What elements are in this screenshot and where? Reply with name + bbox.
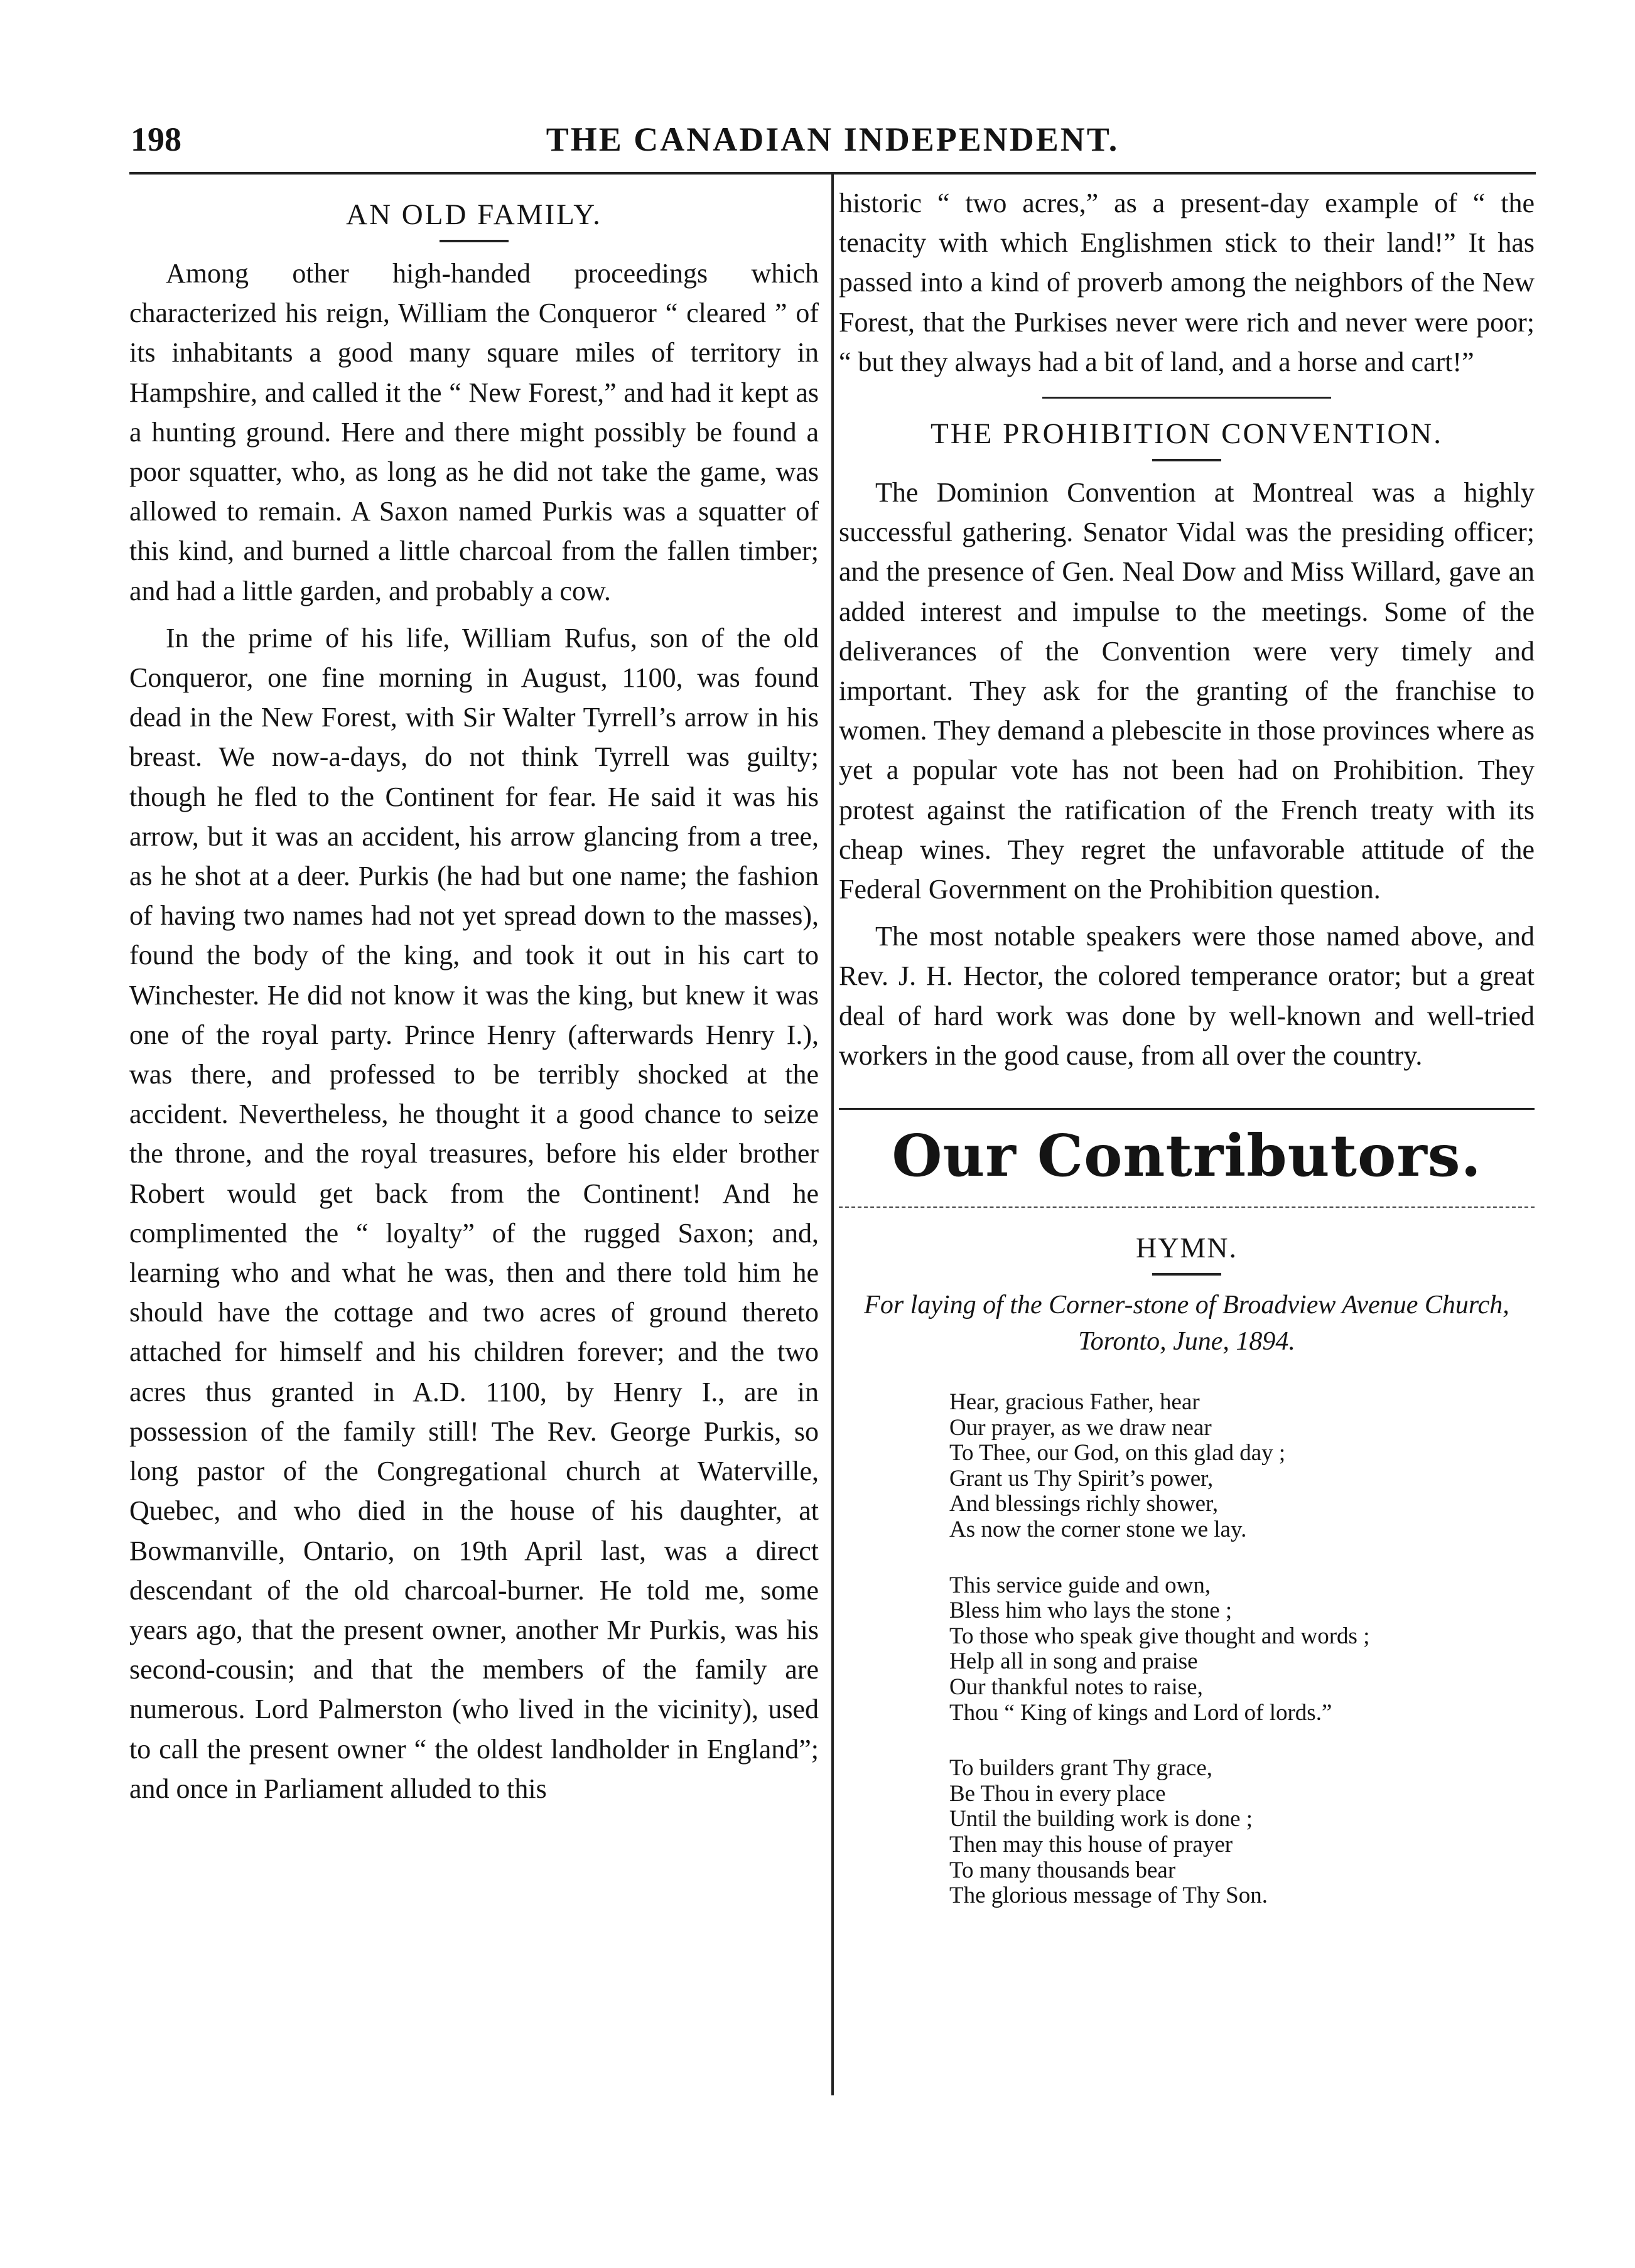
journal-title: THE CANADIAN INDEPENDENT.	[546, 121, 1120, 158]
verse-line: To Thee, our God, on this glad day ;	[949, 1440, 1286, 1466]
verse-line: This service guide and own,	[949, 1572, 1211, 1598]
right-column	[839, 183, 1535, 1909]
hymn-stanza	[949, 1756, 1535, 1909]
section-rule-top	[839, 1108, 1535, 1110]
left-column	[129, 183, 819, 1808]
verse-line: Our prayer, as we draw near	[949, 1414, 1212, 1441]
verse-line: The glorious message of Thy Son.	[949, 1883, 1268, 1909]
article-heading-prohibition: THE PROHIBITION CONVENTION.	[931, 417, 1443, 451]
hymn-subtitle: For laying of the Corner-stone of Broadview Avenue Church,	[864, 1291, 1509, 1320]
verse-line: Bless him who lays the stone ;	[949, 1598, 1233, 1624]
paragraph: The most notable speakers were those named above, and Rev. J. H. Hector, the colored temperance orator; but a great deal of hard work was done by well-known and well-tried workers in the good cause, from all over the country.	[839, 921, 1535, 1071]
verse-line: To those who speak give thought and words ;	[949, 1623, 1370, 1649]
column-divider	[831, 175, 834, 2095]
paragraph: In the prime of his life, William Rufus, son of the old Conqueror, one fine morning in August, 1100, was found dead in the New Forest, with Sir Walter Tyrrell’s arrow in his breast. We now-a-days, do not think Tyrrell was guilty; though he fled to the Continent for fear. He said it was his arrow, but it was an accident, his arrow glancing from a tree, as he shot at a deer. Purkis (he had but one name; the fashion of having two names had not yet spread down to the masses), found the body of the king, and took it out in his cart to Winchester. He did not know it was the king, but knew it was one of the royal party. Prince Henry (afterwards Henry I.), was there, and professed to be terribly shocked at the accident. Nevertheless, he thought it a good chance to seize the throne, and the royal treasures, before his elder brother Robert would get back from the Continent! And he complimented the “ loyalty” of the rugged Saxon; and, learning who and what he was, then and there told him he should have the cottage and two acres of ground thereto attached for himself and his children forever; and the two acres thus granted in A.D. 1100, by Henry I., are in possession of the family still! The Rev. George Purkis, so long pastor of the Congregational church at Waterville, Quebec, and who died in the house of his daughter, at Bowmanville, Ontario, on 19th April last, was a direct descendant of the old charcoal-burner. He told me, some years ago, that the present owner, another Mr Purkis, was his second-cousin; and that the members of the family are numerous. Lord Palmerston (who lived in the vicinity), used to call the present owner “ the oldest landholder in England”; and once in Parliament alluded to this	[129, 622, 819, 1804]
section-title: Our Contributors.	[892, 1122, 1482, 1190]
hymn-subtitle-place-date: Toronto, June, 1894.	[1078, 1327, 1295, 1357]
article-separator	[1042, 397, 1331, 399]
section-rule-bottom	[839, 1207, 1535, 1208]
hymn-title: HYMN.	[1135, 1232, 1238, 1264]
heading-rule	[440, 240, 509, 242]
hymn-stanza	[949, 1573, 1535, 1726]
article-heading-old-family: AN OLD FAMILY.	[346, 198, 602, 231]
heading-rule	[1152, 459, 1221, 461]
verse-line: Thou “ King of kings and Lord of lords.”	[949, 1699, 1332, 1726]
verse-line: To many thousands bear	[949, 1857, 1176, 1883]
paragraph: Among other high-handed proceedings which characterized his reign, William the Conqueror “ cleared ” of its inhabitants a good many square miles of territory in Hampshire, and called it the “ New Forest,” and had it kept as a hunting ground. Here and there might possibly be found a poor squatter, who, as long as he did not take the game, was allowed to remain. A Saxon named Purkis was a squatter of this kind, and burned a little charcoal from the fallen timber; and had a little garden, and probably a cow.	[129, 258, 819, 606]
hymn-stanza	[949, 1390, 1535, 1543]
verse-line: To builders grant Thy grace,	[949, 1755, 1213, 1782]
heading-rule	[1152, 1273, 1221, 1276]
verse-line: Then may this house of prayer	[949, 1831, 1233, 1857]
verse-line: And blessings richly shower,	[949, 1491, 1219, 1517]
verse-line: Help all in song and praise	[949, 1648, 1198, 1675]
verse-line: Be Thou in every place	[949, 1780, 1166, 1807]
verse-line: Hear, gracious Father, hear	[949, 1389, 1200, 1416]
paragraph: The Dominion Convention at Montreal was a highly successful gathering. Senator Vidal was the presiding officer; and the presence of Gen. Neal Dow and Miss Willard, gave an added interest and impulse to the meetings. Some of the deliverances of the Convention were very timely and important. They ask for the granting of the franchise to women. They demand a plebescite in those provinces where as yet a popular vote has not been had on Prohibition. They protest against the ratification of the French treaty with its cheap wines. They regret the unfavorable attitude of the Federal Government on the Prohibition question.	[839, 477, 1535, 905]
verse-line: Grant us Thy Spirit’s power,	[949, 1465, 1214, 1491]
verse-line: Until the building work is done ;	[949, 1806, 1253, 1832]
paragraph-continued: historic “ two acres,” as a present-day example of “ the tenacity with which Englishmen stick to their land!” It has passed into a kind of proverb among the neighbors of the New Forest, that the Purkises never were rich and never were poor; “ but they always had a bit of land, and a horse and cart!”	[839, 188, 1535, 377]
verse-line: Our thankful notes to raise,	[949, 1674, 1203, 1700]
verse-line: As now the corner stone we lay.	[949, 1517, 1247, 1543]
page-number: 198	[131, 121, 181, 158]
